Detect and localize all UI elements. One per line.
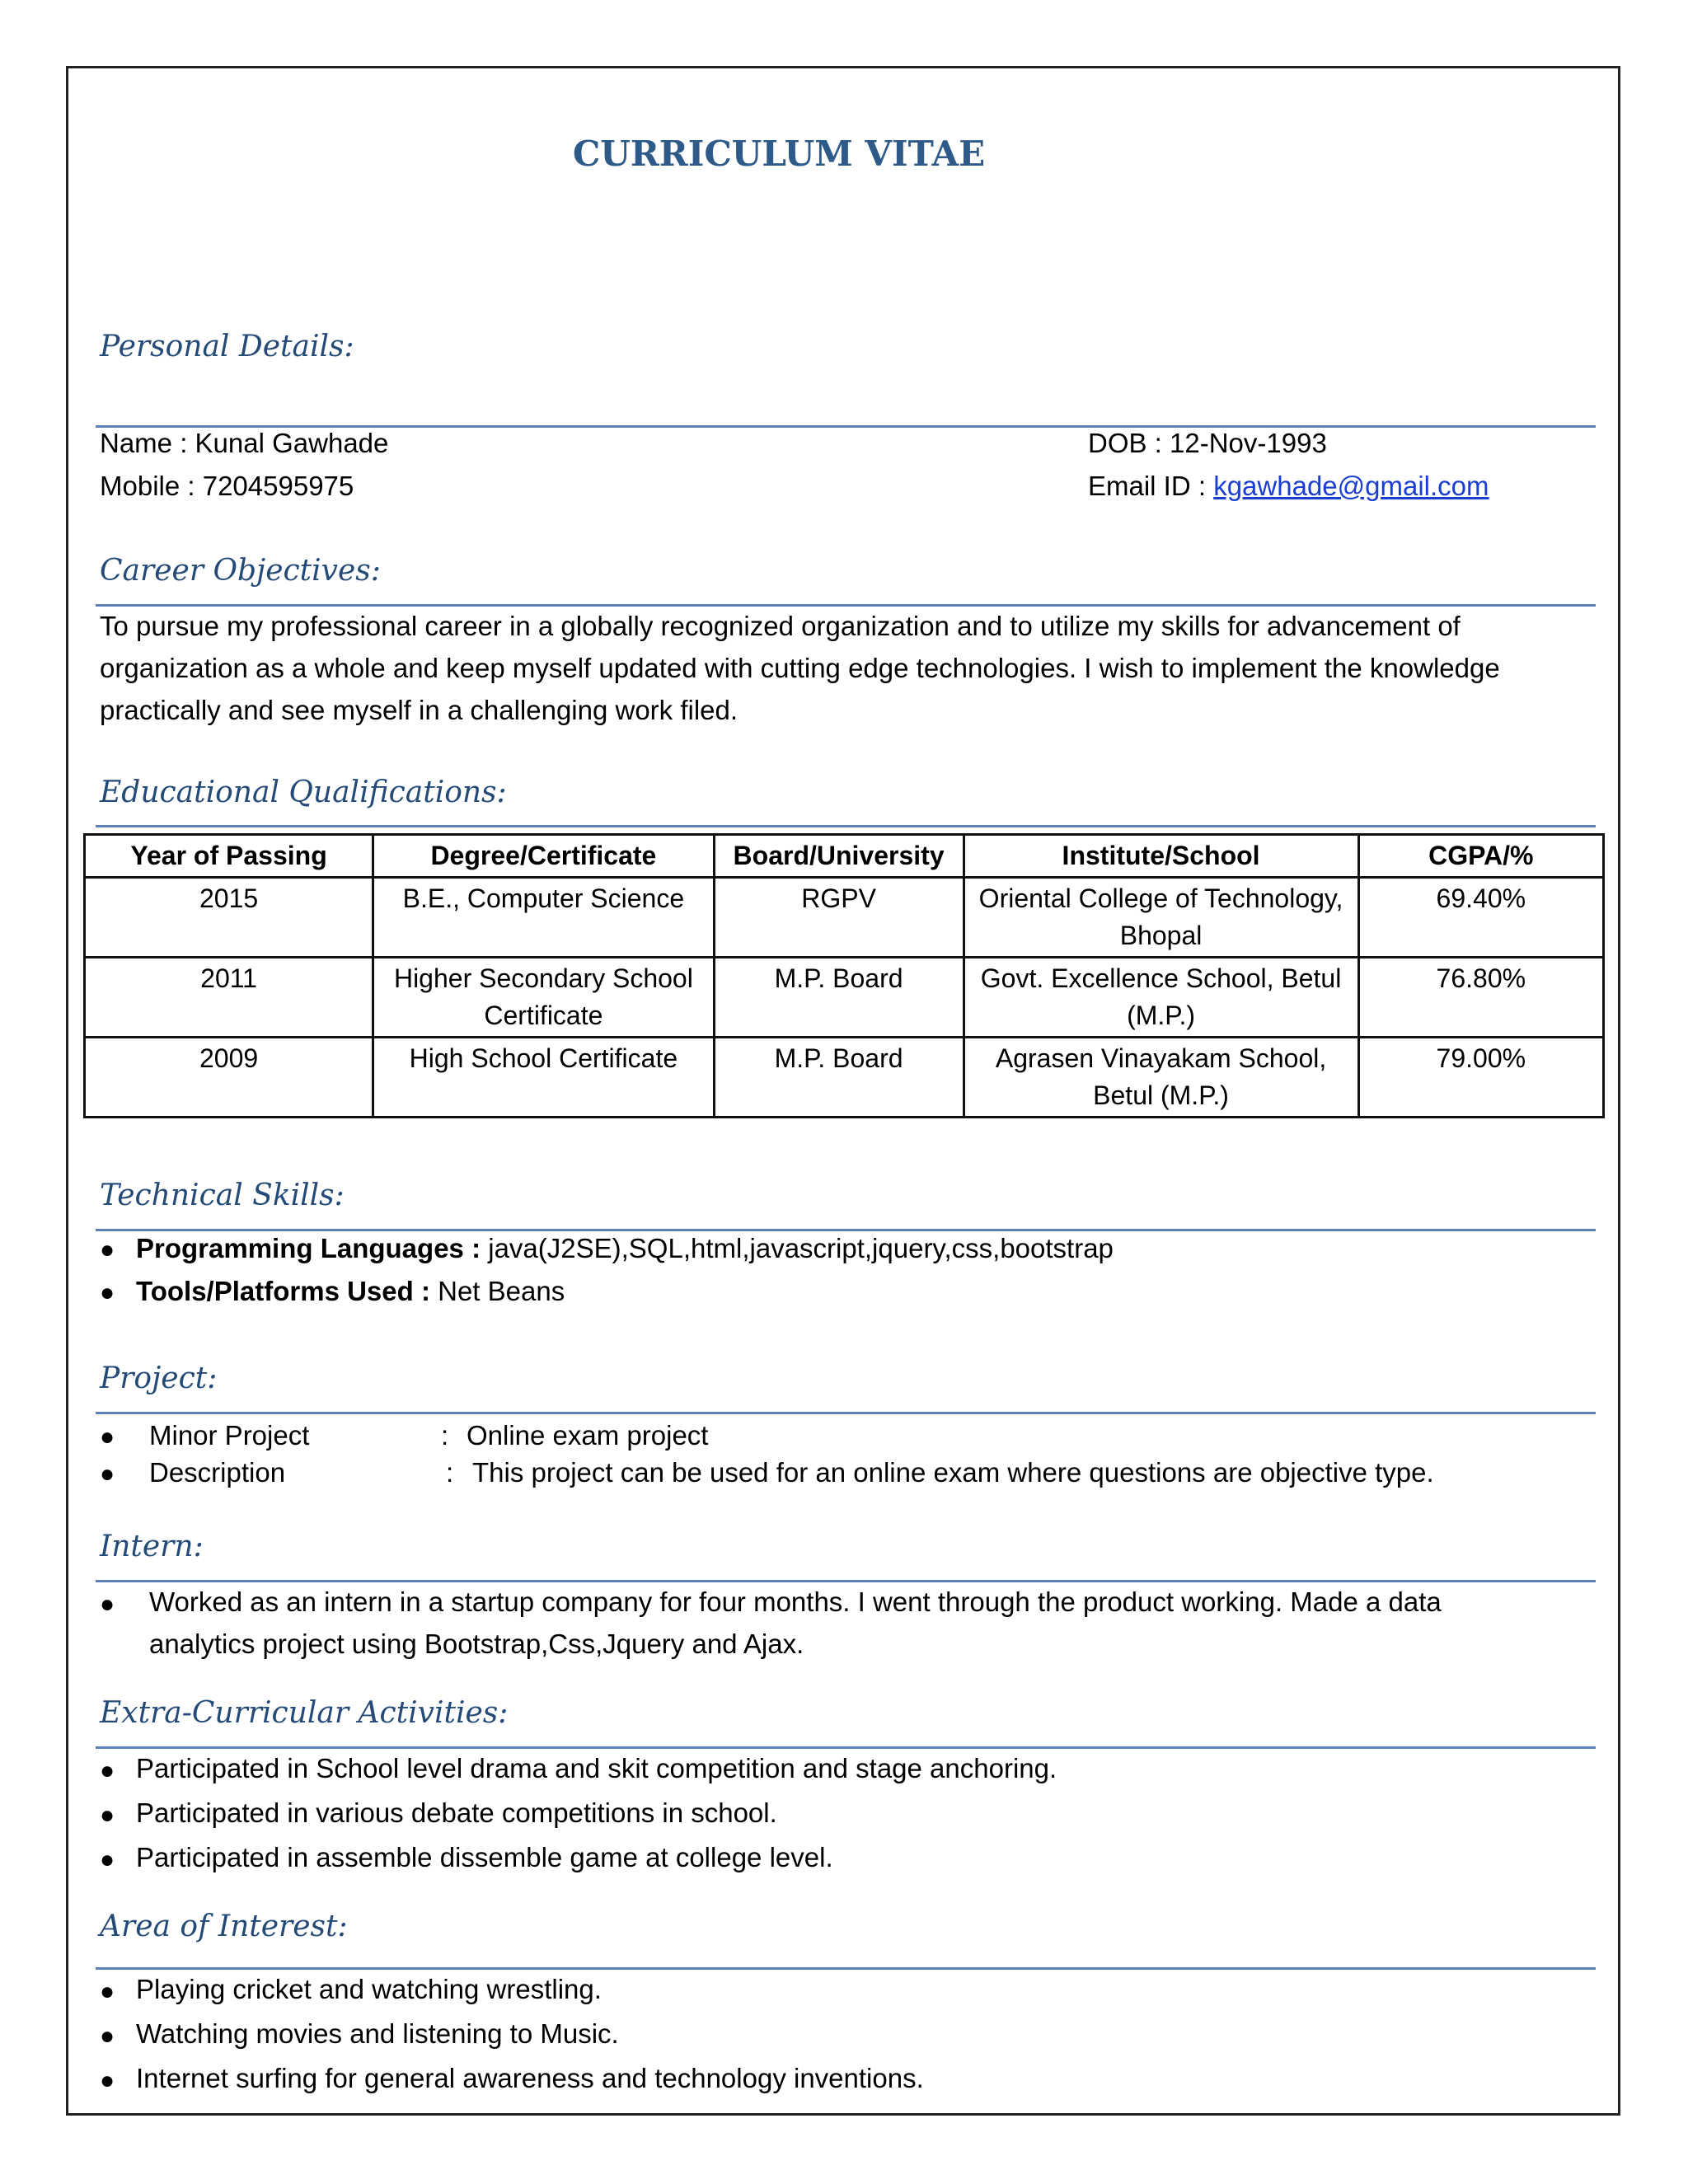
mobile-label: Mobile : [100,471,203,501]
extra-curricular-heading: Extra-Curricular Activities: [100,1696,509,1730]
bullet-icon: ● [100,1757,115,1784]
education-table-header [85,835,1604,878]
technical-skills-heading: Technical Skills: [100,1179,345,1212]
technical-skills-rule [96,1229,1596,1231]
intern-rule [96,1580,1596,1582]
cell-cgpa: 69.40% [1358,878,1603,958]
email-row [1088,471,1489,502]
bullet-icon: ● [100,2022,115,2050]
mobile-value: 7204595975 [202,471,354,501]
bullet-icon: ● [100,1423,115,1451]
header-degree: Degree/Certificate [373,835,715,878]
name-row [100,428,388,459]
skill-label: Programming Languages : [136,1233,489,1263]
bullet-icon: ● [100,1846,115,1873]
project-description-value: This project can be used for an online exam where questions are objective type. [472,1457,1434,1488]
project-minor-value: Online exam project [467,1420,709,1451]
education-heading: Educational Qualifications: [100,776,507,809]
email-link[interactable]: kgawhade@gmail.com [1213,471,1489,501]
skill-value: java(J2SE),SQL,html,javascript,jquery,css,bootstrap [488,1233,1114,1263]
project-heading: Project: [100,1361,218,1395]
cell-institute: Govt. Excellence School, Betul (M.P.) [964,958,1358,1038]
cell-cgpa: 76.80% [1358,958,1603,1038]
skill-tools-platforms [136,1276,565,1307]
mobile-row [100,471,354,502]
header-cgpa: CGPA/% [1358,835,1603,878]
list-item: Playing cricket and watching wrestling. [136,1974,602,2004]
extra-curricular-rule [96,1746,1596,1749]
bullet-icon: ● [100,1591,115,1618]
header-year: Year of Passing [85,835,373,878]
list-item: Internet surfing for general awareness and technology inventions. [136,2063,924,2093]
education-rule [96,825,1596,827]
project-rule [96,1412,1596,1414]
cell-degree: Higher Secondary School Certificate [373,958,715,1038]
cell-degree: High School Certificate [373,1038,715,1118]
bullet-icon: ● [100,1236,115,1263]
list-item: Participated in assemble dissemble game at college level. [136,1842,833,1872]
list-item: Watching movies and listening to Music. [136,2018,619,2049]
education-table [83,833,1605,1118]
skill-label: Tools/Platforms Used : [136,1276,438,1306]
bullet-icon: ● [100,1460,115,1488]
cell-board: RGPV [714,878,964,958]
cell-institute: Agrasen Vinayakam School, Betul (M.P.) [964,1038,1358,1118]
project-minor-label: Minor Project [149,1420,310,1451]
skill-programming-languages [136,1233,1114,1264]
list-item: Participated in School level drama and skit competition and stage anchoring. [136,1753,1057,1783]
project-description-colon: : [446,1457,454,1488]
name-label: Name : [100,428,195,458]
project-description-label: Description [149,1457,286,1488]
list-item: Participated in various debate competitions in school. [136,1797,777,1828]
cell-board: M.P. Board [714,958,964,1038]
cell-year: 2015 [85,878,373,958]
cell-institute: Oriental College of Technology, Bhopal [964,878,1358,958]
cell-degree: B.E., Computer Science [373,878,715,958]
table-row [85,878,1604,958]
dob-label: DOB : [1088,428,1170,458]
header-institute: Institute/School [964,835,1358,878]
dob-value: 12-Nov-1993 [1170,428,1327,458]
cell-year: 2011 [85,958,373,1038]
page-title: CURRICULUM VITAE [572,134,986,174]
skill-value: Net Beans [438,1276,565,1306]
cell-cgpa: 79.00% [1358,1038,1603,1118]
cell-board: M.P. Board [714,1038,964,1118]
email-label: Email ID : [1088,471,1214,501]
table-row [85,1038,1604,1118]
bullet-icon: ● [100,1978,115,2005]
table-row [85,958,1604,1038]
intern-text-line-2: analytics project using Bootstrap,Css,Jquery and Ajax. [149,1629,804,1659]
intern-heading: Intern: [100,1530,204,1563]
bullet-icon: ● [100,1279,115,1306]
cell-year: 2009 [85,1038,373,1118]
personal-details-heading: Personal Details: [100,330,354,363]
area-of-interest-heading: Area of Interest: [100,1910,348,1943]
intern-text-line-1: Worked as an intern in a startup company for four months. I went through the product working. Made a data [149,1586,1442,1617]
bullet-icon: ● [100,2067,115,2094]
name-value: Kunal Gawhade [195,428,389,458]
career-objectives-heading: Career Objectives: [100,554,381,588]
dob-row [1088,428,1327,459]
project-minor-colon: : [441,1420,449,1451]
career-objectives-text: To pursue my professional career in a globally recognized organization and to utilize my skills for advancement of organization as a whole and keep myself updated with cutting edge technologies. I wish to implement the knowledge practically and see myself in a challenging work filed. [100,611,1500,725]
area-of-interest-rule [96,1967,1596,1970]
header-board: Board/University [714,835,964,878]
bullet-icon: ● [100,1802,115,1829]
